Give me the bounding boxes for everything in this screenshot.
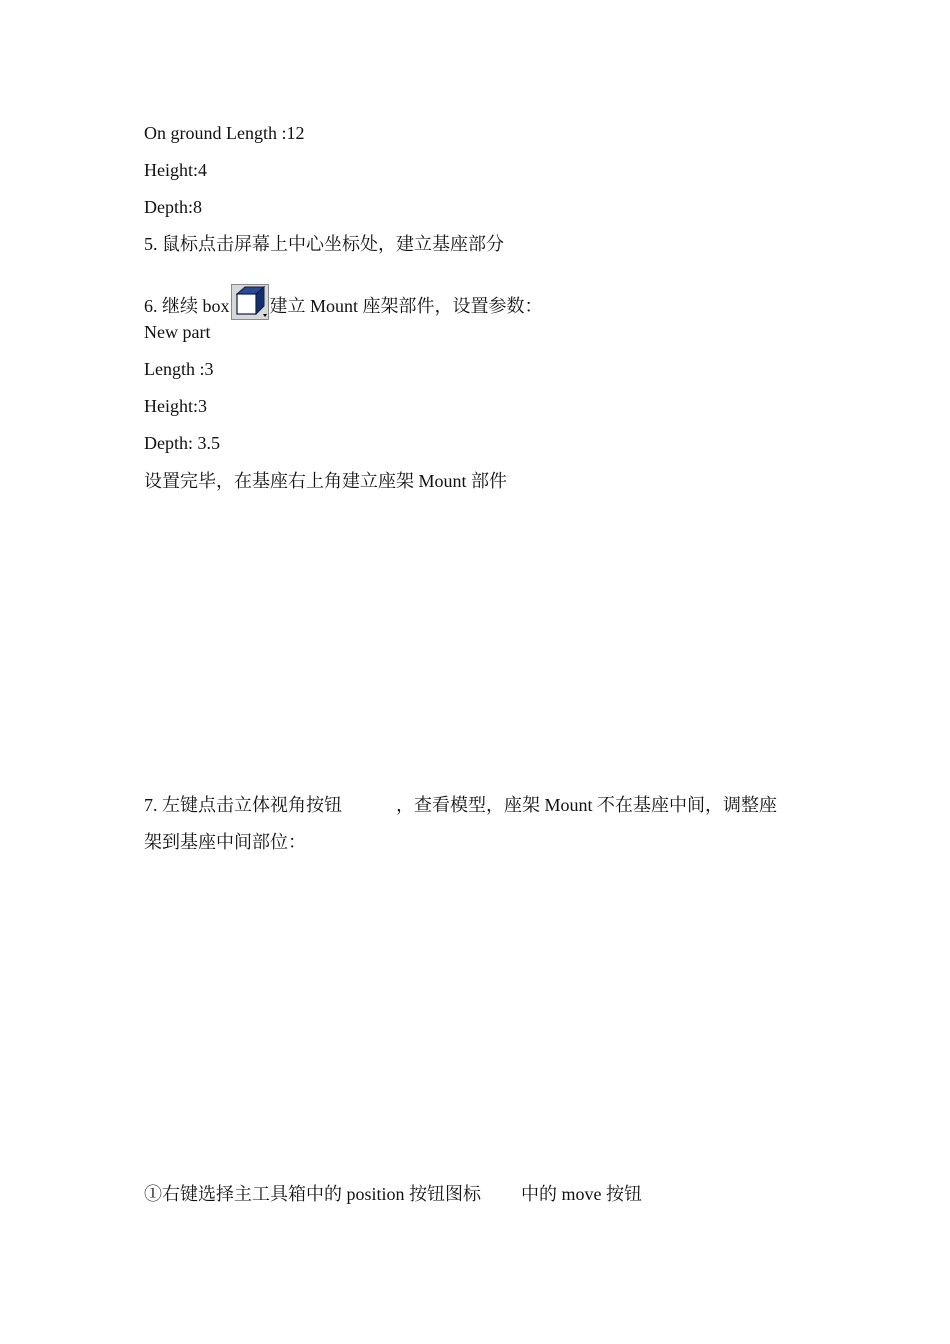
- sub-step-1-text-before: ①右键选择主工具箱中的 position 按钮图标: [144, 1184, 482, 1204]
- step-7-text-before: 7. 左键点击立体视角按钮: [144, 795, 342, 815]
- box-tool-icon: [231, 284, 269, 320]
- text-height-3: Height:3: [144, 396, 207, 416]
- text-length-3: Length :3: [144, 359, 214, 379]
- view-icon-placeholder: [342, 810, 396, 811]
- text-new-part: New part: [144, 322, 211, 342]
- step-7-text-after: ，查看模型，座架 Mount 不在基座中间，调整座: [396, 795, 778, 815]
- sub-step-1-text-after: 中的 move 按钮: [521, 1184, 643, 1204]
- text-depth-3-5: Depth: 3.5: [144, 433, 220, 453]
- text-setup-complete: 设置完毕，在基座右上角建立座架 Mount 部件: [144, 471, 508, 491]
- text-height-4: Height:4: [144, 160, 207, 180]
- position-icon-placeholder: [481, 1199, 521, 1200]
- step-6-text-before: 6. 继续 box: [144, 296, 230, 316]
- step-6-line: [144, 284, 543, 320]
- step-6-text-after: 建立 Mount 座架部件，设置参数：: [269, 296, 543, 316]
- text-on-ground-length: On ground Length :12: [144, 123, 305, 143]
- step-7-continued: 架到基座中间部位：: [144, 832, 306, 852]
- text-depth-8: Depth:8: [144, 197, 202, 217]
- sub-step-1-line: [144, 1182, 642, 1206]
- step-7-line: [144, 793, 777, 817]
- step-5-text: 5. 鼠标点击屏幕上中心坐标处，建立基座部分: [144, 234, 504, 254]
